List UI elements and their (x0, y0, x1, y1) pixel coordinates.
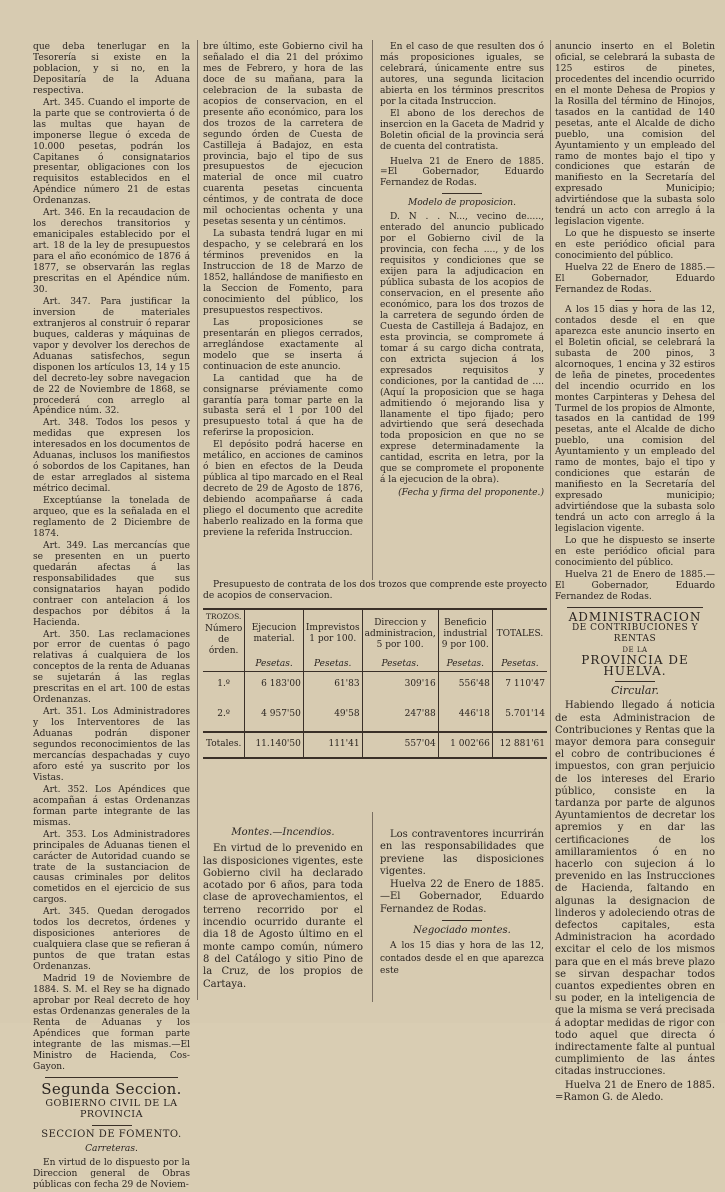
paragraph: Art. 352. Los Apéndices que acompañan á estas Ordenanzas forman parte integrante de las mismas. (33, 784, 190, 828)
table-cell: 11.140'50 (245, 732, 304, 758)
table-cell: Totales. (203, 732, 245, 758)
table-cell: 6 183'00 (245, 672, 304, 698)
paragraph: La subasta tendrá lugar en mi despacho, y se celebrará en los términos prevenidos en la Instruccion de 18 de Marzo de 1852, hallándose de manifiesto en la Seccion de Fomento, para conocimiento del público, los presupuestos respectivos. (203, 229, 363, 316)
paragraph: Lo que he dispuesto se inserte en este periódico oficial para conocimiento del público. (555, 535, 715, 568)
table-header: Direccion y administracion, 5 por 100. (362, 609, 438, 658)
paragraph: Art. 353. Los Administradores principales de Aduanas tienen el carácter de Autoridad cuando se trate de la sustanciacion de causas criminales por delitos cometidos en el ejercicio de sus cargos. (33, 829, 190, 906)
table-cell: 12 881'61 (492, 732, 547, 758)
paragraph: En virtud de lo dispuesto por la Direccion general de Obras públicas con fecha 29 de Noviem- (33, 1158, 190, 1191)
table-cell: 111'41 (303, 732, 362, 758)
paragraph: Exceptúanse la tonelada de arqueo, que es la señalada en el reglamento de 2 Diciembre de 1874. (33, 496, 190, 539)
divider (442, 920, 482, 921)
paragraph: Art. 351. Los Administradores y los Interventores de las Aduanas podrán disponer segundos reconocimientos de las mercancías despachadas y cuyo aforo esté ya suscrito por los Vistas. (33, 707, 190, 783)
budget-title: Presupuesto de contrata de los dos trozos que comprende este proyecto de acopios de conservacion. (203, 580, 547, 601)
table-cell: 7 110'47 (492, 672, 547, 698)
paragraph: En el caso de que resulten dos ó más proposiciones iguales, se celebrará, únicamente entre sus autores, una segunda licitacion abierta en los términos prescritos por la citada Instruccion. (380, 42, 544, 107)
column-2 (203, 42, 363, 540)
government-title: GOBIERNO CIVIL DE LA PROVINCIA (45, 1097, 178, 1120)
table-header: Imprevistos 1 por 100. (303, 609, 362, 658)
column-rule (197, 40, 198, 1000)
table-row (203, 672, 547, 698)
table-cell: 61'83 (303, 672, 362, 698)
paragraph: Lo que he dispuesto se inserte en este periódico oficial para conocimiento del público. (555, 229, 715, 262)
paragraph: El abono de los derechos de insercion en la Gaceta de Madrid y Boletin oficial de la provincia será de cuenta del contratista. (380, 108, 544, 152)
paragraph: Art. 345. Cuando el importe de la parte que se controvierta ó de las multas que hayan de imponerse llegue ó exceda de 10.000 pesetas, podrán los Capitanes ó consignatarios presentar, obligaciones con los requisitos establecidos en el Apéndice número 21 de estas Ordenanzas. (33, 97, 190, 207)
column-rule (372, 40, 373, 580)
unit-cell: Pesetas. (362, 658, 438, 672)
paragraph: Madrid 19 de Noviembre de 1884. S. M. el Rey se ha dignado aprobar por Real decreto de hoy estas Ordenanzas generales de la Renta de Aduanas y los Apéndices que forman parte integrante de las mismas.—El Ministro de Hacienda, Cos-Gayon. (33, 974, 190, 1072)
unit-cell: Pesetas. (438, 658, 492, 672)
unit-cell: Pesetas. (245, 658, 304, 672)
paragraph: Art. 350. Las reclamaciones por error de cuentas ó pago relativas á cualquiera de los conceptos de la renta de Aduanas se sujetarán á las reglas prescritas en el art. 100 de estas Ordenanzas. (33, 629, 190, 706)
signature: Huelva 22 de Enero de 1885. —El Gobernador, Eduardo Fernandez de Rodas. (380, 879, 544, 915)
circular-text: Habiendo llegado á noticia de esta Administracion de Contribuciones y Rentas que la mayor demora para conseguir el cobro de contribuciones é impuestos, con gran perjuicio de los intereses del Erario público, consiste en la tardanza por parte de algunos Ayuntamientos de decretar los apremios y en dar las certificaciones de los amillaramientos ó en no hacerlo con sujecion á lo prevenido en las Instrucciones de Hacienda, faltando en algunas la designacion de linderos y adoleciendo otras de defectos capitales, esta Administracion ha acordado excitar el celo de los mismos para que en el más breve plazo se sirvan despachar todos cuantos expedientes obren en su poder, en la inteligencia de que la misma se verá precisada á adoptar medidas de rigor con todo aquel que directa ó indirectamente falte al puntual cumplimiento de las ántes citadas instrucciones. (555, 700, 715, 1078)
table-header: Beneficio industrial 9 por 100. (438, 609, 492, 658)
column-rule (372, 812, 373, 1002)
negociado-heading: Negociado montes. (413, 925, 511, 937)
model-text: D. N . . N..., vecino de....., enterado del anuncio publicado por el Gobierno civil de la provincia, con fecha ...., y de los requisitos y condiciones que se exijen para la adjudicacion en pública subasta de los acopios de conservacion, en el presente año económico, para los dos trozos de la carretera de segundo órden de Cuesta de Castilleja á Badajoz, en esta provincia, se compromete á tomar á su cargo dicha contrata, con extricta sujecion á los expresados requisitos y condiciones, por la cantidad de .... (Aquí la proposicion que se haga admitiendo ó mejorando lisa y llanamente el tipo fijado; pero advirtiendo que será desechada toda proposicion en que no se exprese determinadamente la cantidad, escrita en letra, por la que se compromete el proponente á la ejecucion de la obra). (380, 212, 544, 486)
table-total-row (203, 732, 547, 758)
admin-province: PROVINCIA DE HUELVA. (581, 653, 689, 679)
admin-subtitle: DE CONTRIBUCIONES Y RENTAS (571, 622, 699, 644)
table-cell: 446'18 (438, 698, 492, 732)
budget-table (203, 608, 547, 759)
paragraph: La cantidad que ha de consignarse préviamente como garantía para tomar parte en la subasta será el 1 por 100 del presupuesto total á que ha de referirse la proposicion. (203, 373, 363, 439)
table-header: Ejecucion material. (245, 609, 304, 658)
row-label: Número de órden. (205, 624, 243, 656)
paragraph: Art. 349. Las mercancías que se presenten en un puerto quedarán afectas á las responsabilidades que sus consignatarios hayan podido contraer con antelacion á los despachos por débitos á la Hacienda. (33, 540, 190, 628)
unit-cell: Pesetas. (303, 658, 362, 672)
divider (442, 193, 482, 194)
budget-block (203, 580, 547, 759)
signature: Huelva 21 de Enero de 1885. =El Gobernador, Eduardo Fernandez de Rodas. (380, 156, 544, 189)
table-cell: 5.701'14 (492, 698, 547, 732)
paragraph: Las proposiciones se presentarán en pliegos cerrados, arreglándose exactamente al modelo que se inserta á continuacion de este anuncio. (203, 317, 363, 372)
circular-title: Circular. (610, 684, 660, 698)
subsection-title: Carreteras. (85, 1144, 138, 1155)
table-cell: 247'88 (362, 698, 438, 732)
admin-dela: DE LA (622, 645, 648, 654)
column-2-lower (203, 813, 363, 992)
table-cell: 309'16 (362, 672, 438, 698)
signature: Huelva 22 de Enero de 1885.— El Gobernador, Eduardo Fernandez de Rodas. (555, 263, 715, 295)
table-cell: 2.º (217, 708, 231, 719)
paragraph: En virtud de lo prevenido en las disposiciones vigentes, este Gobierno civil ha declarado acotado por 6 años, para toda clase de aprovechamientos, el terreno recorrido por el incendio ocurrido durante el dia 18 de Agosto último en el monte campo común, número 8 del Catálogo y sitio Pino de la Cruz, de los propios de Cartaya. (203, 843, 363, 990)
paragraph: Art. 346. En la recaudacion de los derechos transitorios y emanicipales establecido por el art. 18 de la ley de presupuestos para el año económico de 1876 á 1877, se observarán las reglas prescritas en el Apéndice núm. 30. (33, 208, 190, 295)
model-title: Modelo de proposicion. (407, 198, 517, 209)
department-title: SECCION DE FOMENTO. (41, 1128, 182, 1140)
divider (45, 1077, 178, 1078)
column-4 (555, 42, 715, 1105)
signature: Huelva 21 de Enero de 1885.—El Gobernador, Eduardo Fernandez de Rodas. (555, 569, 715, 602)
paragraph: Los contraventores incurrirán en las responsabilidades que previene las disposiciones vigentes. (380, 829, 544, 877)
paragraph: Art. 348. Todos los pesos y medidas que expresen los interesados en los documentos de Aduanas, inclusos los manifiestos ó sobordos de los Capitanes, han de estar arreglados al sistema métrico decimal. (33, 418, 190, 495)
paragraph: anuncio inserto en el Boletin oficial, se celebrará la subasta de 125 estiros de pinetes, procedentes del incendio ocurrido en el monte Dehesa de Propios y la Rosilla del término de Hinojos, tasados en la cantidad de 140 pesetas, ante el Alcalde de dicho pueblo, una comision del Ayuntamiento y un empleado del ramo de montes bajo el tipo y condiciones que estarán de manifiesto en la Secretaría del expresado Municipio; advirtiéndose que la subasta solo tendrá un acto con arreglo á la legislacion vigente. (555, 42, 715, 228)
table-header: TOTALES. (492, 609, 547, 658)
column-3-lower (380, 813, 544, 978)
column-3 (380, 42, 544, 499)
paragraph: que deba tenerlugar en la Tesorería si existe en la poblacion, y si no, en la Depositaría de la Aduana respectiva. (33, 42, 190, 96)
divider (615, 300, 655, 301)
table-row (203, 698, 547, 732)
table-cell: 557'04 (362, 732, 438, 758)
paragraph: bre último, este Gobierno civil ha señalado el dia 21 del próximo mes de Febrero, y hora de las doce de su mañana, para la celebracion de la subasta de acopios de conservacion, en el presente año económico, para los dos trozos de la carretera de segundo órden de Cuesta de Castilleja á Badajoz, en esta provincia, bajo el tipo de sus presupuestos de ejecucion material de once mil cuatro cuarenta pesetas cincuenta céntimos, y de contrata de doce mil ochocientas ochenta y una pesetas sesenta y un céntimos. (203, 42, 363, 228)
table-cell: 1.º (217, 679, 231, 690)
divider (615, 681, 655, 682)
table-cell: 49'58 (303, 698, 362, 732)
column-rule (550, 40, 551, 1000)
montes-heading: Montes.—Incendios. (231, 827, 335, 838)
table-header: TROZOS. (203, 609, 245, 623)
section-title: Segunda Seccion. (41, 1079, 182, 1098)
divider (567, 607, 703, 608)
table-cell: 556'48 (438, 672, 492, 698)
unit-blank (203, 658, 245, 672)
divider (92, 1125, 132, 1126)
paragraph: El depósito podrá hacerse en metálico, en acciones de caminos ó bien en efectos de la Deuda pública al tipo marcado en el Real decreto de 29 de Agosto de 1876, debiendo acompañarse á cada pliego el documento que acredite haberlo realizado en la forma que previene la referida Instruccion. (203, 440, 363, 538)
paragraph: Art. 345. Quedan derogados todos los decretos, órdenes y disposiciones anteriores de cualquiera clase que se refieran á puntos de que tratan estas Ordenanzas. (33, 907, 190, 973)
circular-signature: Huelva 21 de Enero de 1885. =Ramon G. de Aledo. (555, 1079, 715, 1103)
paragraph: A los 15 dias y hora de las 12, contados desde el en que aparezca este (380, 941, 544, 976)
column-1 (33, 42, 190, 1192)
model-footer: (Fecha y firma del proponente.) (398, 488, 544, 499)
table-cell: 1 002'66 (438, 732, 492, 758)
table-cell: 4 957'50 (245, 698, 304, 732)
paragraph: A los 15 dias y hora de las 12, contados desde el en que aparezca este anuncio inserto en el Boletin oficial, se celebrará la subasta de 200 pinos, 3 alcornoques, 1 encina y 32 estiros de leña de pinetes, procedentes del incendio ocurrido en los montes Carpinteras y Dehesa del Turmel de los propios de Almonte, tasados en la cantidad de 199 pesetas, ante el Alcalde de dicho pueblo, una comision del Ayuntamiento y un empleado del ramo de montes, bajo el tipo y condiciones que estarán de manifiesto en la Secretaría del expresado municipio; advirtiéndose que la subasta solo tendrá un acto con arreglo á la legislacion vigente. (555, 304, 715, 534)
paragraph: Art. 347. Para justificar la inversion de materiales extranjeros al construir ó reparar buques, calderas y máquinas de vapor y devolver los derechos de Aduanas satisfechos, segun disponen los artículos 13, 14 y 15 del decreto-ley sobre navegacion de 22 de Noviembre de 1868, se procederá con arreglo al Apéndice núm. 32. (33, 296, 190, 417)
unit-cell: Pesetas. (492, 658, 547, 672)
admin-title: ADMINISTRACION (568, 609, 702, 624)
